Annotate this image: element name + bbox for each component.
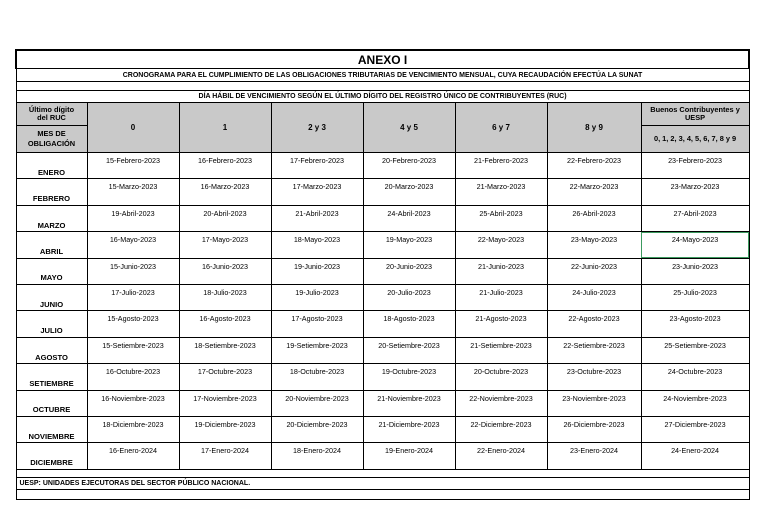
due-date-cell[interactable]: 27-Diciembre-2023 [641, 416, 749, 442]
due-date-cell[interactable]: 15-Agosto-2023 [87, 311, 179, 337]
column-header-4-5: 4 y 5 [363, 103, 455, 153]
due-date-cell[interactable]: 16-Febrero-2023 [179, 153, 271, 179]
due-date-cell[interactable]: 16-Octubre-2023 [87, 364, 179, 390]
due-date-cell[interactable]: 19-Abril-2023 [87, 205, 179, 231]
month-header [16, 126, 87, 153]
due-date-cell[interactable]: 18-Agosto-2023 [363, 311, 455, 337]
due-date-cell[interactable]: 17-Febrero-2023 [271, 153, 363, 179]
due-date-cell[interactable]: 16-Mayo-2023 [87, 232, 179, 258]
schedule-table [15, 49, 750, 500]
column-header-0: 0 [87, 103, 179, 153]
due-date-cell[interactable]: 18-Diciembre-2023 [87, 416, 179, 442]
buenos-label-line1: Buenos Contribuyentes y [650, 105, 740, 115]
due-date-cell[interactable]: 22-Junio-2023 [547, 258, 641, 284]
due-date-cell[interactable]: 21-Noviembre-2023 [363, 390, 455, 416]
due-date-cell[interactable]: 18-Julio-2023 [179, 284, 271, 310]
column-header-1: 1 [179, 103, 271, 153]
due-date-cell[interactable]: 21-Agosto-2023 [455, 311, 547, 337]
due-date-cell[interactable]: 21-Febrero-2023 [455, 153, 547, 179]
due-date-cell[interactable]: 16-Junio-2023 [179, 258, 271, 284]
spacer-cell [16, 489, 749, 499]
month-cell[interactable]: MARZO [16, 205, 87, 231]
due-date-cell[interactable]: 17-Noviembre-2023 [179, 390, 271, 416]
table-row [16, 443, 749, 469]
table-row [16, 337, 749, 363]
due-date-cell[interactable]: 21-Setiembre-2023 [455, 337, 547, 363]
due-date-cell[interactable]: 20-Marzo-2023 [363, 179, 455, 205]
due-date-cell[interactable]: 24-Mayo-2023 [641, 232, 749, 258]
due-date-cell[interactable]: 23-Febrero-2023 [641, 153, 749, 179]
due-date-cell[interactable]: 20-Febrero-2023 [363, 153, 455, 179]
month-cell[interactable]: AGOSTO [16, 337, 87, 363]
due-date-cell[interactable]: 20-Junio-2023 [363, 258, 455, 284]
due-date-cell[interactable]: 26-Abril-2023 [547, 205, 641, 231]
month-cell[interactable]: DICIEMBRE [16, 443, 87, 469]
table-row [16, 258, 749, 284]
month-cell[interactable]: NOVIEMBRE [16, 416, 87, 442]
month-cell[interactable]: MAYO [16, 258, 87, 284]
due-date-cell[interactable]: 22-Marzo-2023 [547, 179, 641, 205]
table-row [16, 284, 749, 310]
due-date-cell[interactable]: 23-Noviembre-2023 [547, 390, 641, 416]
table-row [16, 311, 749, 337]
due-day-subheading: DÍA HÁBIL DE VENCIMIENTO SEGÚN EL ÚLTIMO DÍGITO DEL REGISTRO ÚNICO DE CONTRIBUYENTES (RUC) [16, 91, 749, 103]
schedule-sheet [15, 49, 748, 500]
due-date-cell[interactable]: 24-Noviembre-2023 [641, 390, 749, 416]
due-date-cell[interactable]: 27-Abril-2023 [641, 205, 749, 231]
due-date-cell[interactable]: 22-Mayo-2023 [455, 232, 547, 258]
due-date-cell[interactable]: 22-Setiembre-2023 [547, 337, 641, 363]
column-header-6-7: 6 y 7 [455, 103, 547, 153]
mes-label-line2: OBLIGACIÓN [27, 139, 76, 148]
spacer-cell [16, 469, 749, 477]
due-date-cell[interactable]: 19-Diciembre-2023 [179, 416, 271, 442]
due-date-cell[interactable]: 21-Diciembre-2023 [363, 416, 455, 442]
due-date-cell[interactable]: 17-Julio-2023 [87, 284, 179, 310]
table-row [16, 364, 749, 390]
column-header-8-9: 8 y 9 [547, 103, 641, 153]
due-date-cell[interactable]: 24-Enero-2024 [641, 443, 749, 469]
due-date-cell[interactable]: 18-Octubre-2023 [271, 364, 363, 390]
due-date-cell[interactable]: 25-Abril-2023 [455, 205, 547, 231]
buenos-digits-header: 0, 1, 2, 3, 4, 5, 6, 7, 8 y 9 [641, 126, 749, 153]
due-date-cell[interactable]: 25-Setiembre-2023 [641, 337, 749, 363]
month-cell[interactable]: JULIO [16, 311, 87, 337]
due-date-cell[interactable]: 21-Marzo-2023 [455, 179, 547, 205]
ruc-digit-header [16, 103, 87, 126]
due-date-cell[interactable]: 22-Diciembre-2023 [455, 416, 547, 442]
table-row [16, 205, 749, 231]
due-date-cell[interactable]: 22-Agosto-2023 [547, 311, 641, 337]
due-date-cell[interactable]: 20-Noviembre-2023 [271, 390, 363, 416]
due-date-cell[interactable]: 20-Abril-2023 [179, 205, 271, 231]
buenos-contribuyentes-header [641, 103, 749, 126]
due-date-cell[interactable]: 16-Noviembre-2023 [87, 390, 179, 416]
table-row [16, 153, 749, 179]
due-date-cell[interactable]: 23-Octubre-2023 [547, 364, 641, 390]
due-date-cell[interactable]: 16-Marzo-2023 [179, 179, 271, 205]
due-date-cell[interactable]: 24-Julio-2023 [547, 284, 641, 310]
due-date-cell[interactable]: 22-Enero-2024 [455, 443, 547, 469]
due-date-cell[interactable]: 18-Enero-2024 [271, 443, 363, 469]
due-date-cell[interactable]: 17-Agosto-2023 [271, 311, 363, 337]
due-date-cell[interactable]: 15-Junio-2023 [87, 258, 179, 284]
due-date-cell[interactable]: 20-Diciembre-2023 [271, 416, 363, 442]
month-cell[interactable]: FEBRERO [16, 179, 87, 205]
due-date-cell[interactable]: 21-Abril-2023 [271, 205, 363, 231]
due-date-cell[interactable]: 18-Mayo-2023 [271, 232, 363, 258]
table-row [16, 416, 749, 442]
due-date-cell[interactable]: 19-Enero-2024 [363, 443, 455, 469]
due-date-cell[interactable]: 21-Julio-2023 [455, 284, 547, 310]
due-date-cell[interactable]: 26-Diciembre-2023 [547, 416, 641, 442]
due-date-cell[interactable]: 20-Octubre-2023 [455, 364, 547, 390]
due-date-cell[interactable]: 17-Octubre-2023 [179, 364, 271, 390]
due-date-cell[interactable]: 20-Setiembre-2023 [363, 337, 455, 363]
month-cell[interactable]: SETIEMBRE [16, 364, 87, 390]
due-date-cell[interactable]: 23-Enero-2024 [547, 443, 641, 469]
table-row [16, 232, 749, 258]
due-date-cell[interactable]: 18-Setiembre-2023 [179, 337, 271, 363]
due-date-cell[interactable]: 19-Julio-2023 [271, 284, 363, 310]
due-date-cell[interactable]: 17-Enero-2024 [179, 443, 271, 469]
month-cell[interactable]: JUNIO [16, 284, 87, 310]
spacer-cell [16, 82, 749, 91]
schedule-subtitle: CRONOGRAMA PARA EL CUMPLIMIENTO DE LAS OBLIGACIONES TRIBUTARIAS DE VENCIMIENTO MENSUAL, CUYA RECAUDACIÓN EFECTÚA LA SUNAT [16, 69, 749, 82]
due-date-cell[interactable]: 15-Setiembre-2023 [87, 337, 179, 363]
ruc-label-line1: Último dígito [28, 105, 75, 115]
ruc-label-line2: del RUC [37, 113, 66, 122]
table-row [16, 179, 749, 205]
due-date-cell[interactable]: 17-Marzo-2023 [271, 179, 363, 205]
due-date-cell[interactable]: 23-Mayo-2023 [547, 232, 641, 258]
due-date-cell[interactable]: 15-Febrero-2023 [87, 153, 179, 179]
due-date-cell[interactable]: 23-Marzo-2023 [641, 179, 749, 205]
due-date-cell[interactable]: 23-Junio-2023 [641, 258, 749, 284]
due-date-cell[interactable]: 16-Enero-2024 [87, 443, 179, 469]
footnote: UESP: UNIDADES EJECUTORAS DEL SECTOR PÚBLICO NACIONAL. [16, 477, 749, 489]
annex-title: ANEXO I [16, 50, 749, 69]
column-header-2-3: 2 y 3 [271, 103, 363, 153]
due-date-cell[interactable]: 16-Agosto-2023 [179, 311, 271, 337]
due-date-cell[interactable]: 15-Marzo-2023 [87, 179, 179, 205]
due-date-cell[interactable]: 24-Octubre-2023 [641, 364, 749, 390]
due-date-cell[interactable]: 19-Octubre-2023 [363, 364, 455, 390]
due-date-cell[interactable]: 21-Junio-2023 [455, 258, 547, 284]
buenos-label-line2: UESP [684, 113, 706, 122]
mes-label-line1: MES DE [37, 129, 66, 139]
due-date-cell[interactable]: 17-Mayo-2023 [179, 232, 271, 258]
month-cell[interactable]: OCTUBRE [16, 390, 87, 416]
due-date-cell[interactable]: 19-Setiembre-2023 [271, 337, 363, 363]
month-cell[interactable]: ABRIL [16, 232, 87, 258]
due-date-cell[interactable]: 23-Agosto-2023 [641, 311, 749, 337]
due-date-cell[interactable]: 24-Abril-2023 [363, 205, 455, 231]
due-date-cell[interactable]: 22-Noviembre-2023 [455, 390, 547, 416]
due-date-cell[interactable]: 25-Julio-2023 [641, 284, 749, 310]
table-row [16, 390, 749, 416]
due-date-cell[interactable]: 19-Junio-2023 [271, 258, 363, 284]
due-date-cell[interactable]: 20-Julio-2023 [363, 284, 455, 310]
due-date-cell[interactable]: 19-Mayo-2023 [363, 232, 455, 258]
month-cell[interactable]: ENERO [16, 153, 87, 179]
due-date-cell[interactable]: 22-Febrero-2023 [547, 153, 641, 179]
